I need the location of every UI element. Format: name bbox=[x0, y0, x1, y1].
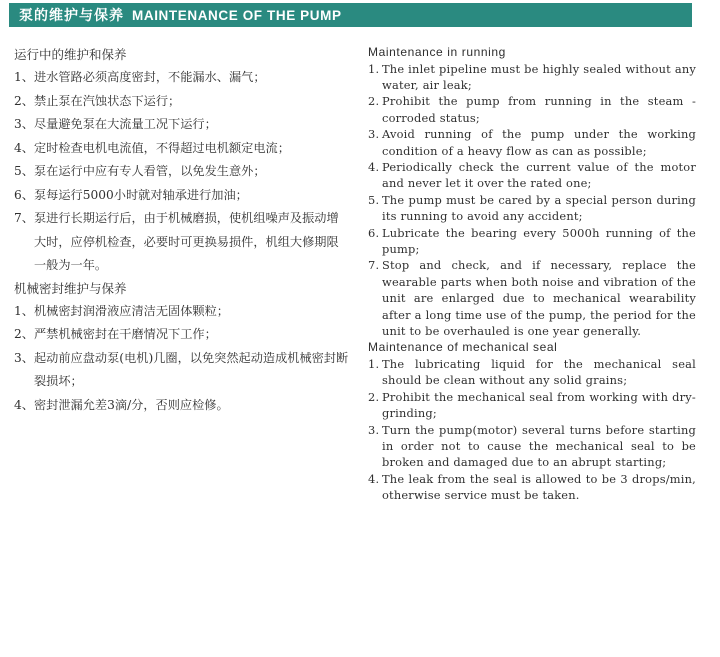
item-number: 7、 bbox=[14, 211, 34, 225]
item-text: 定时检查电机电流值，不得超过电机额定电流； bbox=[34, 140, 290, 155]
item-number: 4. bbox=[368, 159, 380, 174]
cn-running-item-6 bbox=[14, 184, 350, 208]
item-text: The pump must be cared by a special person during its running to avoid any accident; bbox=[382, 192, 696, 224]
en-seal-item-2 bbox=[368, 389, 696, 422]
item-text: The lubricating liquid for the mechanical seal should be clean without any solid grains; bbox=[382, 356, 696, 388]
item-text: 密封泄漏允差3滴/分，否则应检修。 bbox=[34, 397, 229, 412]
item-number: 3. bbox=[368, 422, 380, 437]
item-number: 2. bbox=[368, 94, 380, 109]
item-text: 泵在运行中应有专人看管，以免发生意外； bbox=[34, 164, 266, 178]
item-number: 4、 bbox=[14, 397, 34, 412]
item-number: 7. bbox=[368, 258, 380, 273]
en-running-item-3 bbox=[368, 126, 696, 159]
cn-seal-item-3 bbox=[14, 347, 350, 394]
item-text: The inlet pipeline must be highly sealed without any water, air leak; bbox=[382, 61, 696, 92]
item-number: 4. bbox=[368, 471, 380, 486]
item-number: 2、 bbox=[14, 327, 34, 341]
item-text: Avoid running of the pump under the working condition of a heavy flow as can as possible; bbox=[382, 127, 696, 158]
item-text: Stop and check, and if necessary, replace the wearable parts when both noise and vibration of the unit are enlarged due to mechanical wearability after a long time use of the pump, the period for the unit to be overhauled is one year generally. bbox=[382, 258, 696, 338]
item-number: 4、 bbox=[14, 140, 34, 155]
cn-running-item-7 bbox=[14, 207, 350, 278]
section-title-en: MAINTENANCE OF THE PUMP bbox=[132, 7, 342, 23]
section-title-cn: 泵的维护与保养 bbox=[19, 8, 124, 24]
item-text: Prohibit the pump from running in the steam - corroded status; bbox=[382, 94, 696, 125]
item-text: 泵每运行5000小时就对轴承进行加油； bbox=[34, 187, 248, 202]
item-text: 泵进行长期运行后，由于机械磨损，使机组噪声及振动增大时，应停机检查，必要时可更换易损件，机组大修期限一般为一年。 bbox=[34, 211, 339, 272]
cn-running-heading: 运行中的维护和保养 bbox=[14, 47, 127, 62]
cn-running-item-1 bbox=[14, 66, 350, 90]
item-number: 3. bbox=[368, 127, 380, 142]
en-seal-item-1 bbox=[368, 356, 696, 389]
en-seal-item-3 bbox=[368, 422, 696, 471]
en-seal-item-4 bbox=[368, 471, 696, 504]
en-running-item-6 bbox=[368, 225, 696, 258]
item-text: The leak from the seal is allowed to be 3 drops/min, otherwise service must be taken. bbox=[382, 471, 696, 503]
en-running-item-2 bbox=[368, 93, 696, 126]
cn-running-item-4 bbox=[14, 137, 350, 161]
english-column bbox=[368, 44, 696, 504]
item-text: Turn the pump(motor) several turns before starting in order not to cause the mechanical seal to be broken and damaged due to an abrupt starting; bbox=[382, 422, 696, 470]
cn-seal-item-1 bbox=[14, 300, 350, 324]
en-running-item-1 bbox=[368, 61, 696, 94]
en-running-heading: Maintenance in running bbox=[368, 45, 506, 59]
en-running-item-5 bbox=[368, 192, 696, 225]
section-header-bar bbox=[9, 3, 692, 27]
item-text: Lubricate the bearing every 5000h running of the pump; bbox=[382, 225, 696, 256]
en-running-item-4 bbox=[368, 159, 696, 192]
item-number: 1. bbox=[368, 356, 380, 371]
item-number: 1、 bbox=[14, 70, 34, 84]
cn-seal-item-2 bbox=[14, 323, 350, 347]
item-text: 机械密封润滑液应清洁无固体颗粒； bbox=[34, 303, 229, 318]
cn-running-item-3 bbox=[14, 113, 350, 137]
cn-running-item-5 bbox=[14, 160, 350, 184]
item-text: Prohibit the mechanical seal from working with dry-grinding; bbox=[382, 389, 696, 421]
item-number: 5、 bbox=[14, 164, 34, 178]
item-text: 严禁机械密封在干磨情况下工作； bbox=[34, 327, 217, 341]
en-running-item-7 bbox=[368, 257, 696, 339]
item-number: 6、 bbox=[14, 187, 34, 202]
item-number: 5. bbox=[368, 192, 380, 207]
item-number: 6. bbox=[368, 225, 380, 240]
item-text: Periodically check the current value of the motor and never let it over the rated one; bbox=[382, 159, 696, 191]
item-number: 1. bbox=[368, 61, 380, 76]
item-number: 3、 bbox=[14, 117, 34, 131]
chinese-column bbox=[14, 44, 350, 417]
item-text: 起动前应盘动泵(电机)几圈，以免突然起动造成机械密封断裂损坏； bbox=[34, 350, 349, 388]
item-text: 尽量避免泵在大流量工况下运行； bbox=[34, 117, 217, 131]
item-number: 1、 bbox=[14, 303, 34, 318]
item-text: 进水管路必须高度密封，不能漏水、漏气； bbox=[34, 70, 266, 84]
item-number: 2. bbox=[368, 389, 380, 404]
cn-seal-item-4 bbox=[14, 394, 350, 418]
item-number: 2、 bbox=[14, 93, 34, 108]
cn-running-item-2 bbox=[14, 90, 350, 114]
item-number: 3、 bbox=[14, 350, 34, 365]
cn-seal-heading: 机械密封维护与保养 bbox=[14, 280, 127, 296]
en-seal-heading: Maintenance of mechanical seal bbox=[368, 340, 558, 355]
item-text: 禁止泵在汽蚀状态下运行； bbox=[34, 93, 181, 108]
